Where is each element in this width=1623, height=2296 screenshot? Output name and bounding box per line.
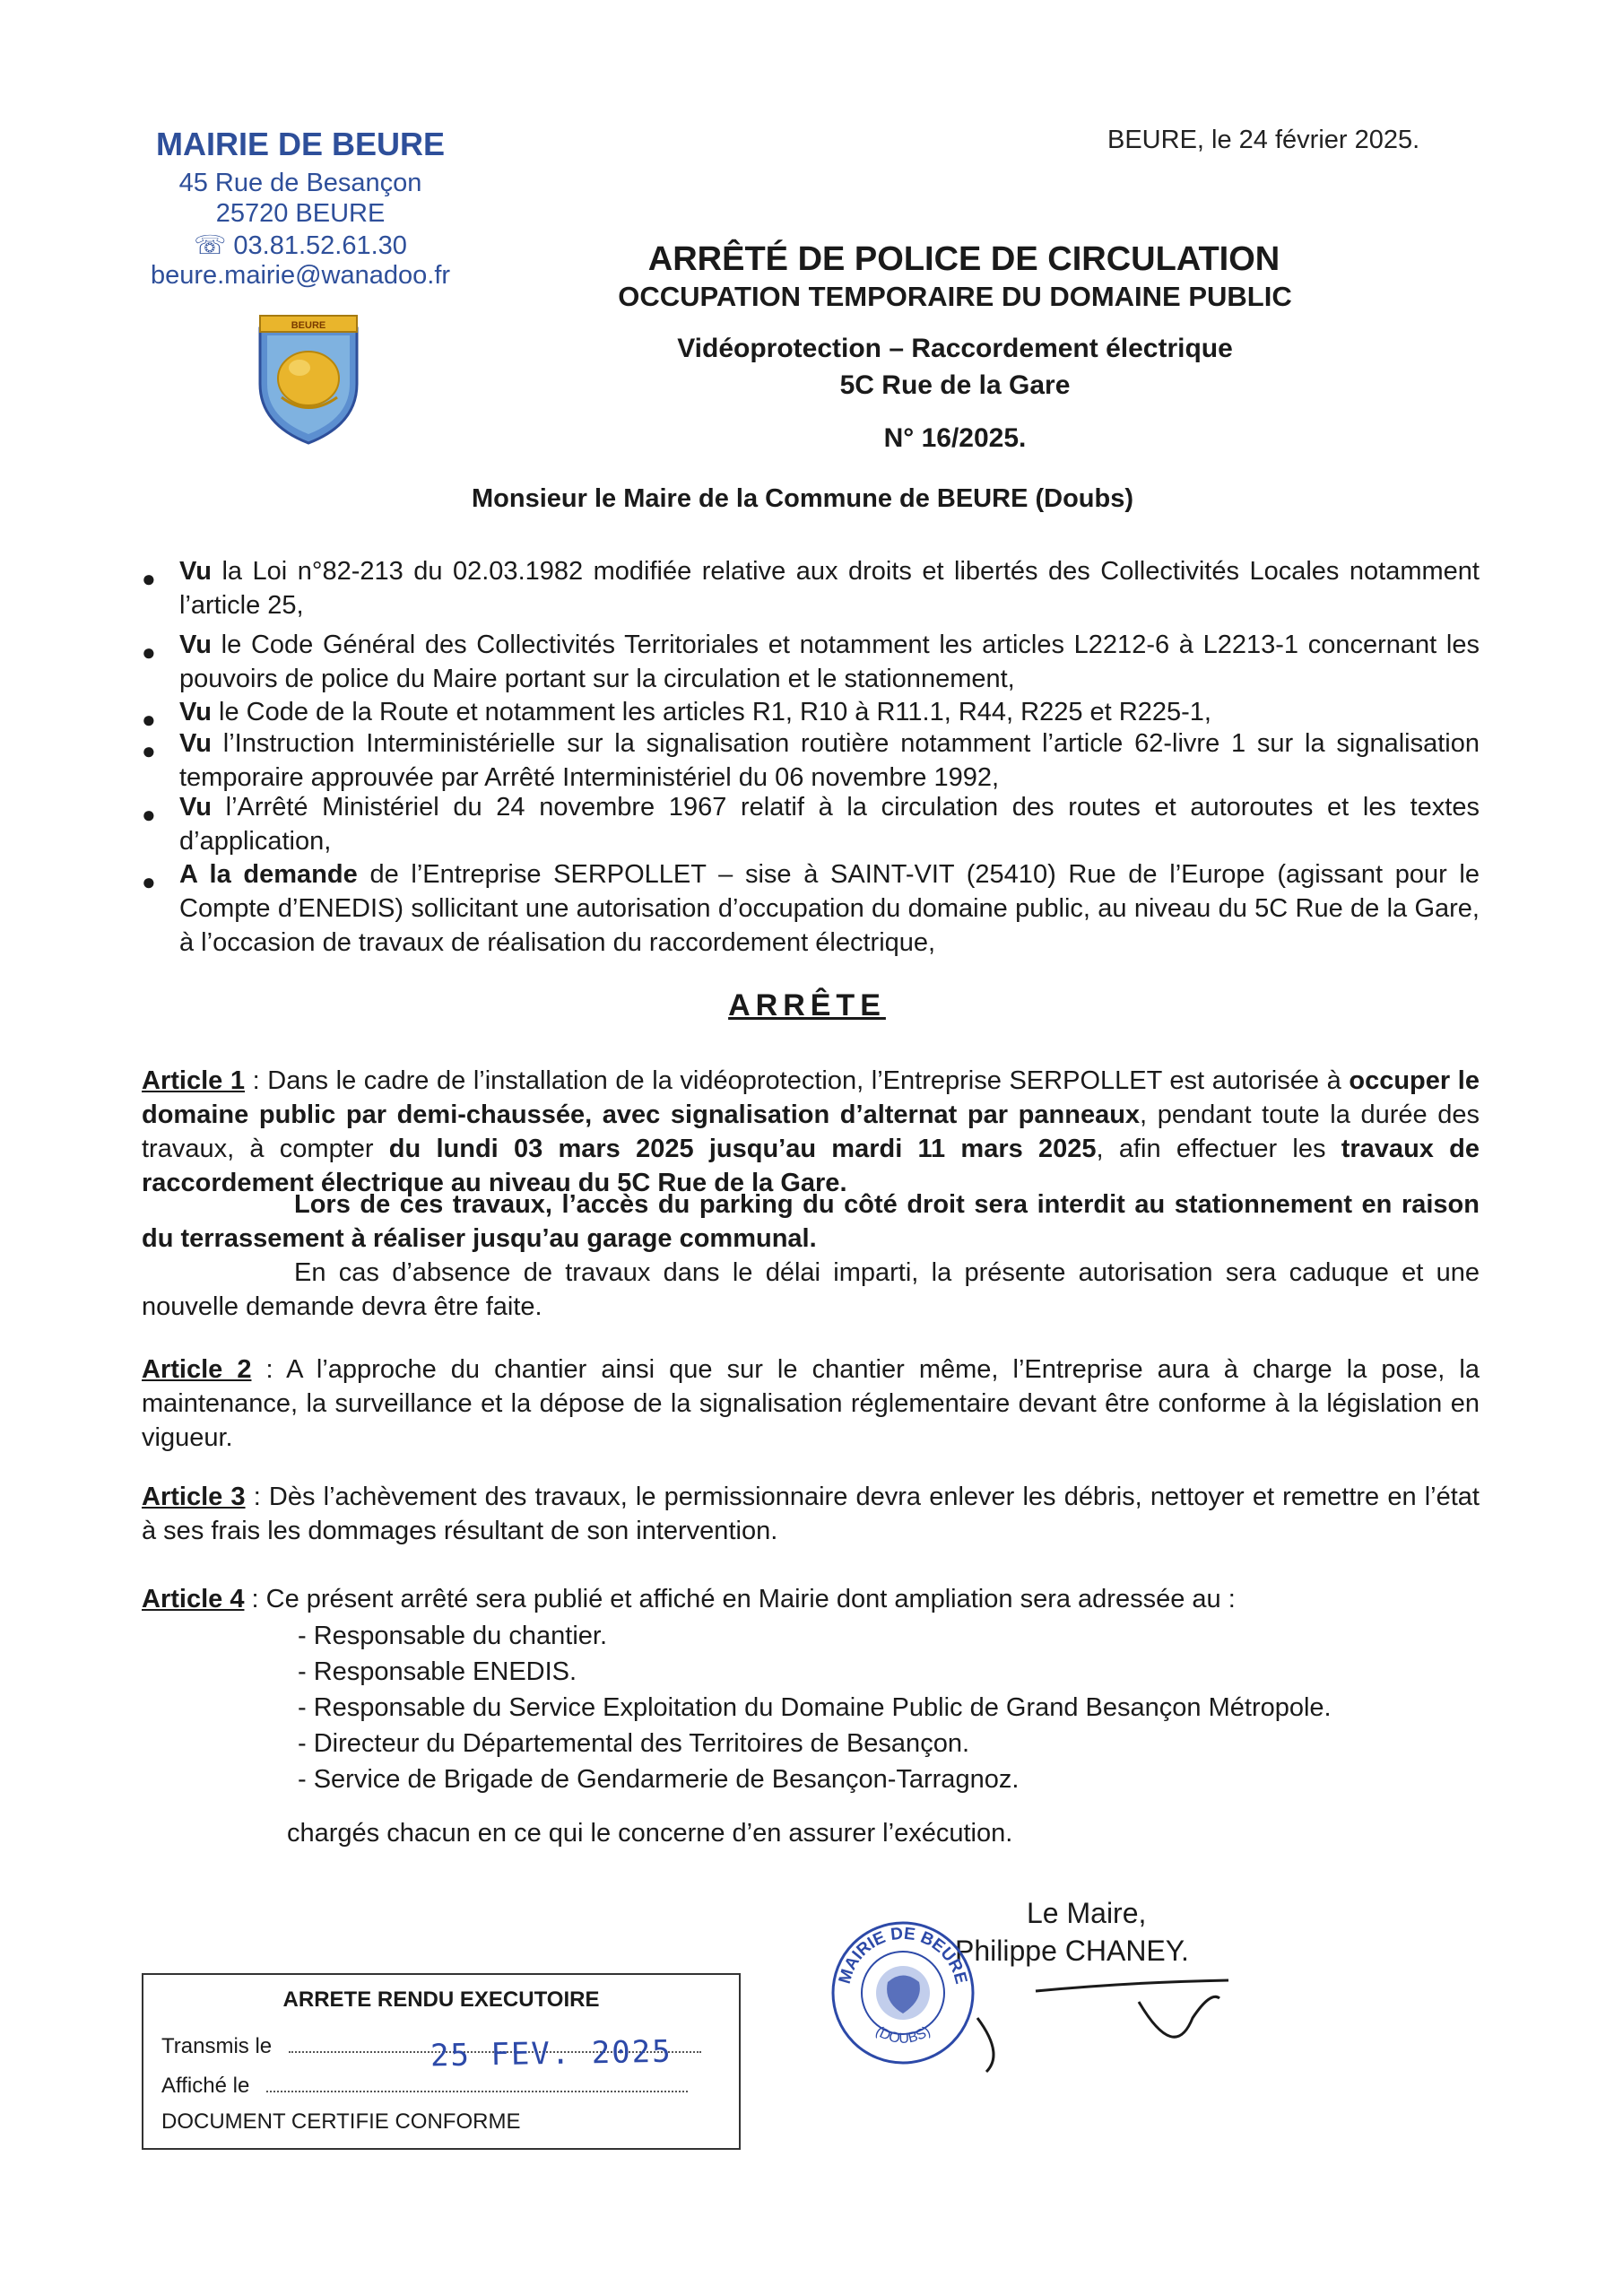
signature-name: Philippe CHANEY. xyxy=(955,1935,1189,1967)
mairie-name: MAIRIE DE BEURE xyxy=(155,126,446,162)
maire-intro: Monsieur le Maire de la Commune de BEURE (Doubs) xyxy=(472,484,1133,513)
bullet-icon: ● xyxy=(142,639,156,665)
considerant-6: A la demande de l’Entreprise SERPOLLET – sise à SAINT-VIT (25410) Rue de l’Europe (agissant pour le Compte d’ENEDIS) sollicitant une autorisation d’occupation du domaine public, au niveau du 5C Rue de la Gare, à l’occasion de travaux de réalisation du raccordement électrique, xyxy=(179,860,1480,957)
bullet-icon: ● xyxy=(142,706,156,733)
crest-label: BEURE xyxy=(291,320,326,331)
recipient-5: - Service de Brigade de Gendarmerie de Besançon-Tarragnoz. xyxy=(298,1765,1020,1794)
article-1: Article 1 : Dans le cadre de l’installation de la vidéoprotection, l’Entreprise SERPOLLET est autorisée à occuper le domaine public par demi-chaussée, avec signalisation d’alternat par panneaux, pendant toute la durée des travaux, à compter du lundi 03 mars 2025 jusqu’au mardi 11 mars 2025, afin effectuer les travaux de raccordement électrique au niveau du 5C Rue de la Gare. xyxy=(142,1066,1480,1197)
seal-bottom-text: (DOUBS) xyxy=(872,2023,933,2047)
bullet-icon: ● xyxy=(142,868,156,895)
considerant-5: Vu l’Arrêté Ministériel du 24 novembre 1967 relatif à la circulation des routes et autoroutes et les textes d’application, xyxy=(179,793,1480,856)
document-number: N° 16/2025. xyxy=(883,423,1027,453)
document-location: 5C Rue de la Gare xyxy=(839,370,1071,400)
article-1-caducite: En cas d’absence de travaux dans le délai imparti, la présente autorisation sera caduque et une nouvelle demande devra être faite. xyxy=(142,1258,1480,1321)
executoire-title: ARRETE RENDU EXECUTOIRE xyxy=(282,1987,600,2012)
article-4: Article 4 : Ce présent arrêté sera publié et affiché en Mairie dont ampliation sera adressée au : xyxy=(142,1585,1236,1613)
recipient-3: - Responsable du Service Exploitation du Domaine Public de Grand Besançon Métropole. xyxy=(298,1693,1332,1722)
recipient-2: - Responsable ENEDIS. xyxy=(298,1657,577,1686)
mairie-address-city: 25720 BEURE xyxy=(215,199,386,228)
considerant-3: Vu le Code de la Route et notamment les articles R1, R10 à R11.1, R44, R225 et R225-1, xyxy=(179,698,1211,726)
recipient-1: - Responsable du chantier. xyxy=(298,1622,607,1650)
seal-top-text: MAIRIE DE BEURE xyxy=(835,1924,971,1987)
bullet-icon: ● xyxy=(142,737,156,764)
document-date: BEURE, le 24 février 2025. xyxy=(1107,126,1420,154)
mairie-phone: ☏ 03.81.52.61.30 xyxy=(194,231,407,260)
certifie-line: DOCUMENT CERTIFIE CONFORME xyxy=(161,2109,521,2134)
mairie-address-street: 45 Rue de Besançon xyxy=(178,169,422,197)
crest-icon xyxy=(255,312,362,447)
mairie-email: beure.mairie@wanadoo.fr xyxy=(150,261,451,290)
document-object: Vidéoprotection – Raccordement électrique xyxy=(677,334,1233,363)
article-3: Article 3 : Dès l’achèvement des travaux, le permissionnaire devra enlever les débris, nettoyer et remettre en l’état à ses frais les dommages résultant de son intervention. xyxy=(142,1483,1480,1545)
transmis-date-stamp: 25 FEV. 2025 xyxy=(430,2033,673,2074)
document-subtitle: OCCUPATION TEMPORAIRE DU DOMAINE PUBLIC xyxy=(618,281,1292,312)
svg-text:(DOUBS) xyxy=(872,2023,933,2046)
affiche-line: Affiché le xyxy=(161,2074,688,2099)
transmis-line: Transmis le xyxy=(161,2034,701,2059)
article-2: Article 2 : A l’approche du chantier ainsi que sur le chantier même, l’Entreprise aura à charge la pose, la maintenance, la surveillance et la dépose de la signalisation réglementaire devant être conforme à la législation en vigueur. xyxy=(142,1355,1480,1452)
phone-icon: ☏ xyxy=(194,231,234,260)
signature-scribble-icon xyxy=(950,1955,1246,2081)
recipient-4: - Directeur du Départemental des Territoires de Besançon. xyxy=(298,1729,970,1758)
arrete-heading: ARRÊTE xyxy=(728,988,886,1022)
bullet-icon: ● xyxy=(142,801,156,828)
document-title: ARRÊTÉ DE POLICE DE CIRCULATION xyxy=(647,240,1280,278)
bullet-icon: ● xyxy=(142,565,156,592)
signature-title: Le Maire, xyxy=(1027,1897,1147,1929)
considerant-2: Vu le Code Général des Collectivités Territoriales et notamment les articles L2212-6 à L2213-1 concernant les pouvoirs de police du Maire portant sur la circulation et le stationnement, xyxy=(179,631,1480,693)
execution-closing: chargés chacun en ce qui le concerne d’en assurer l’exécution. xyxy=(287,1819,1013,1848)
article-1-parking: Lors de ces travaux, l’accès du parking du côté droit sera interdit au stationnement en raison du terrassement à réaliser jusqu’au garage communal. xyxy=(142,1190,1480,1253)
mairie-seal-icon xyxy=(829,1919,977,2067)
affiche-dotted-line xyxy=(266,2091,688,2092)
considerant-1: Vu la Loi n°82-213 du 02.03.1982 modifiée relative aux droits et libertés des Collectivités Locales notamment l’article 25, xyxy=(179,557,1480,620)
considerant-4: Vu l’Instruction Interministérielle sur la signalisation routière notamment l’article 62-livre 1 sur la signalisation temporaire approuvée par Arrêté Interministériel du 06 novembre 1992, xyxy=(179,729,1480,792)
